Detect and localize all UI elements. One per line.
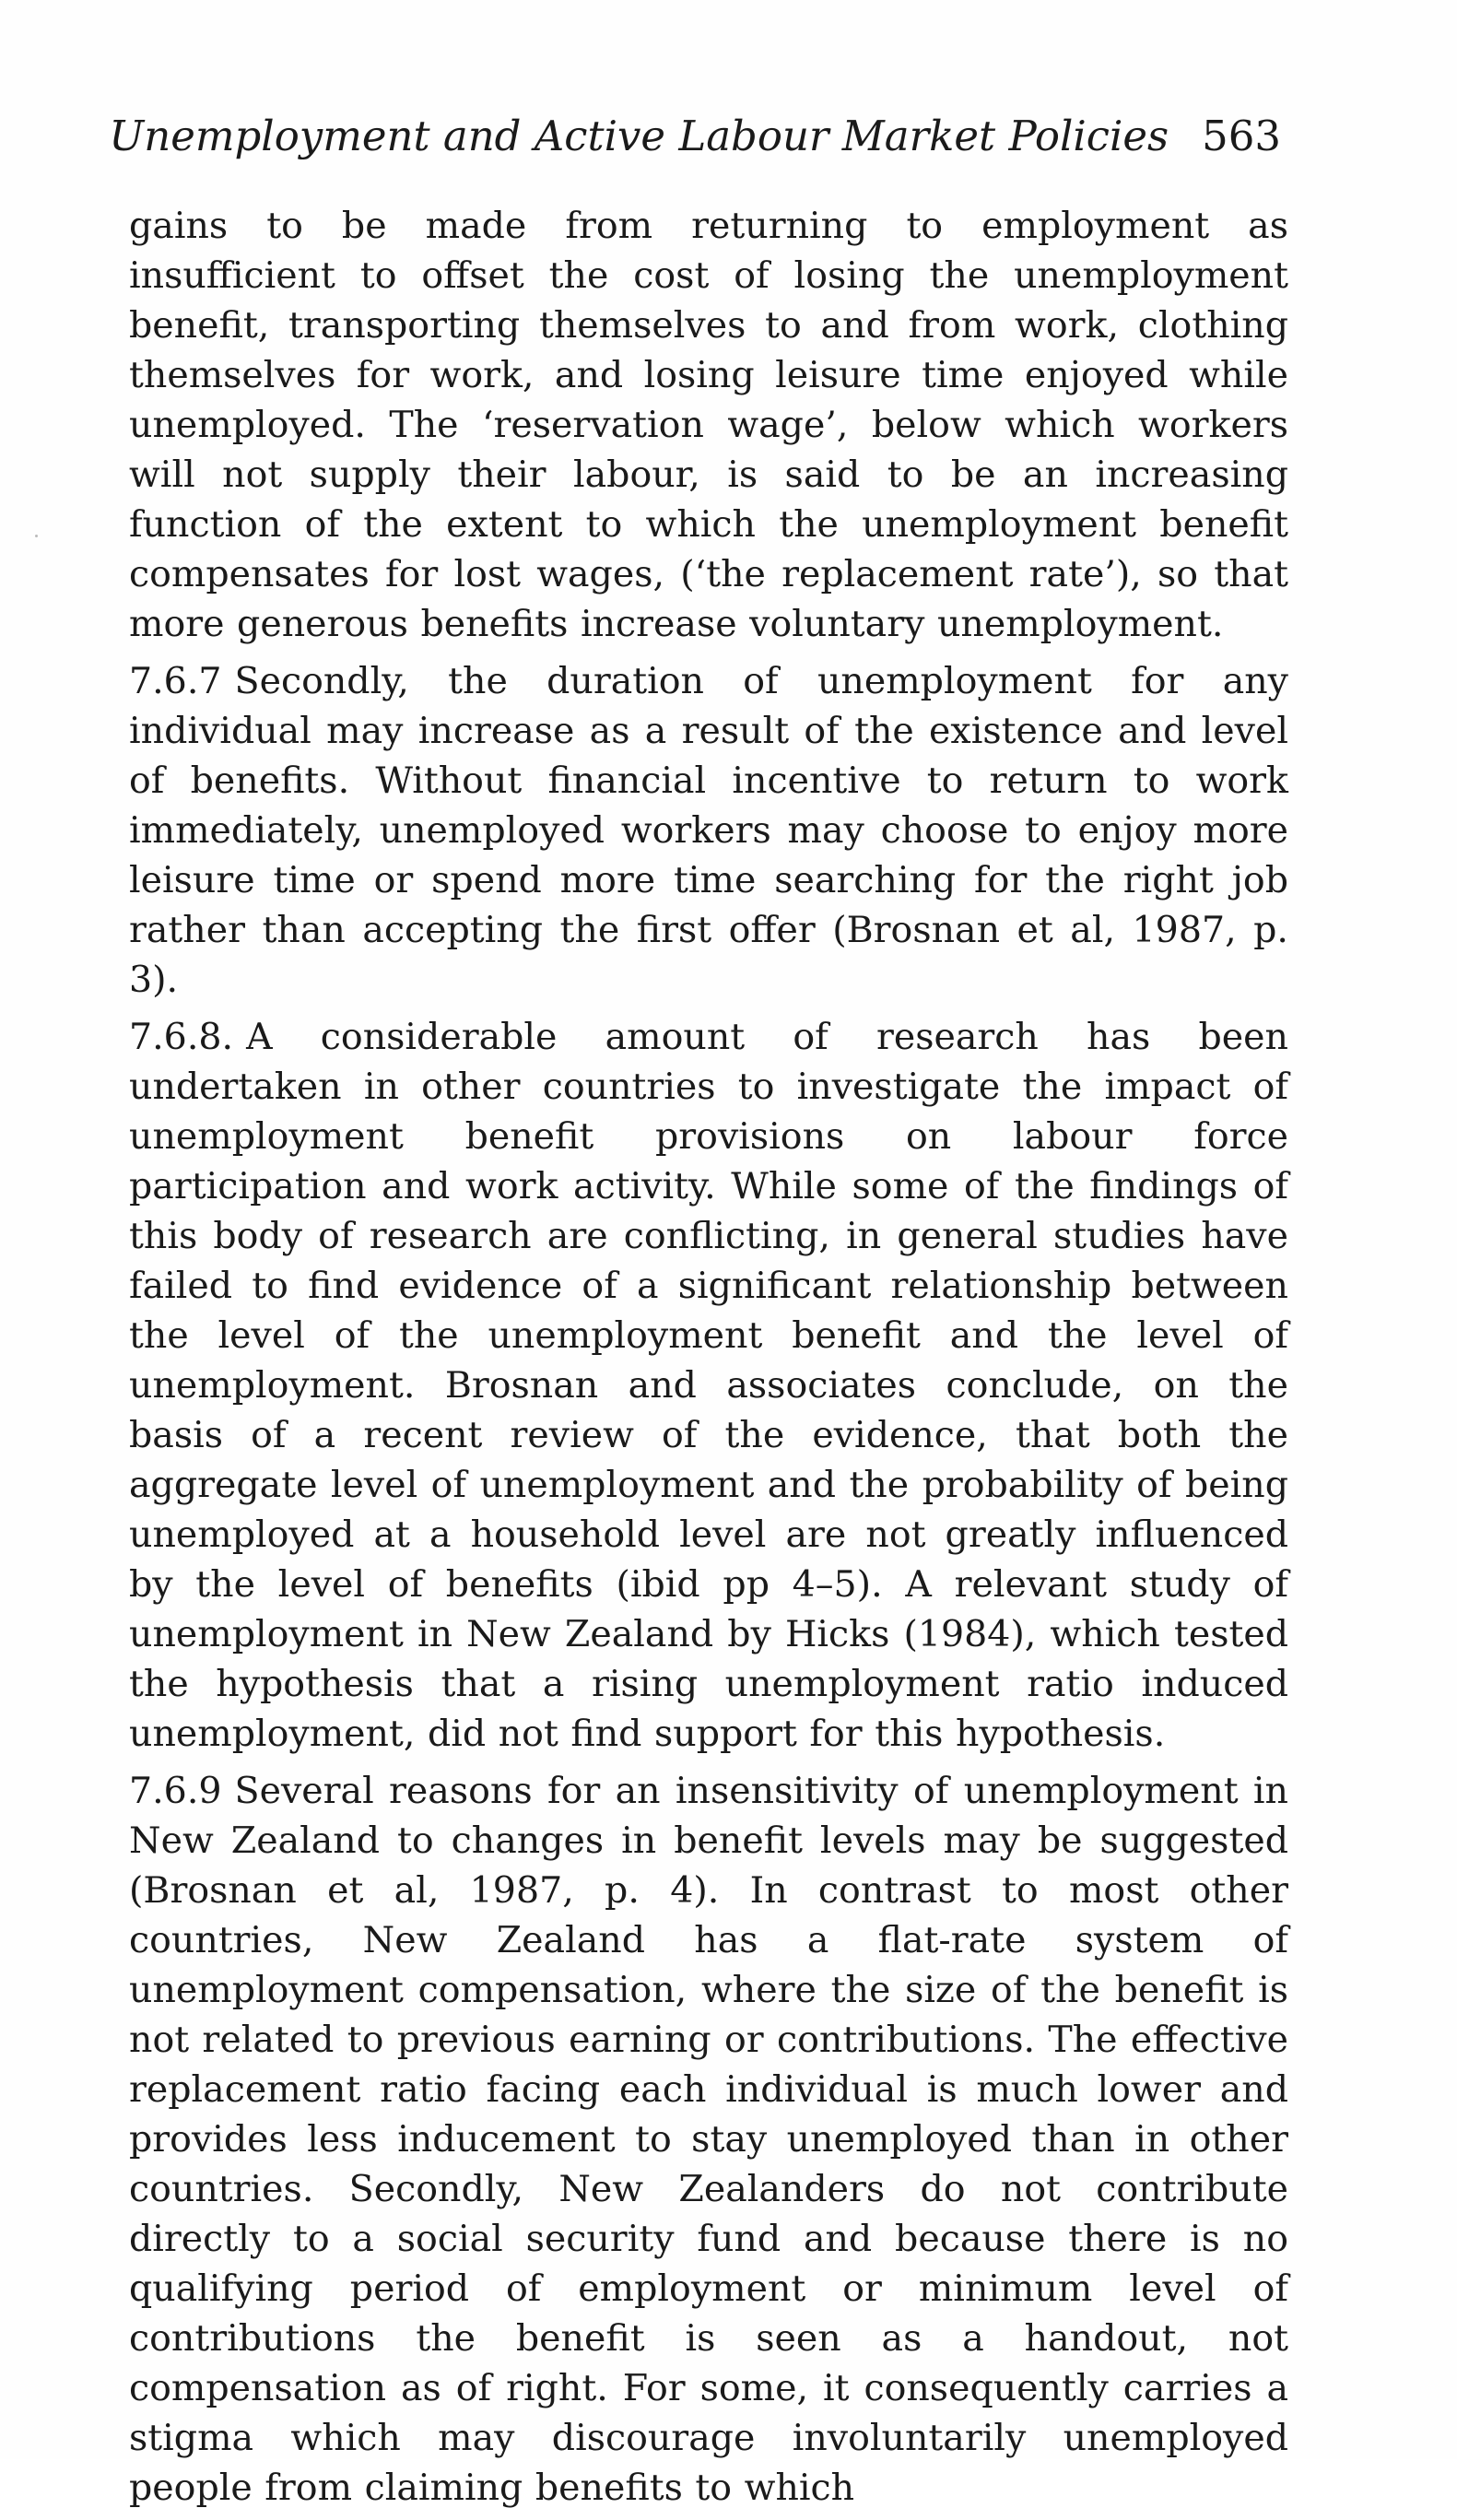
running-header: [0, 109, 1281, 164]
paragraph-text: Several reasons for an insensitivity of unemployment in New Zealand to changes in benefit levels may be suggested (Brosnan et al, 1987, p. 4). In contrast to most other countries, New Zealand has a flat-rate system of unemployment compensation, where the size of the benefit is not related to previous earning or contributions. The effective replacement ratio facing each individual is much lower and provides less inducement to stay unemployed than in other countries. Secondly, New Zealanders do not contribute directly to a social security fund and because there is no qualifying period of employment or minimum level of contributions the benefit is seen as a handout, not compensation as of right. For some, it consequently carries a stigma which may discourage involuntarily unemployed people from claiming benefits to which: [129, 1770, 1288, 2509]
margin-mark: [35, 535, 38, 537]
paragraph-text: A considerable amount of research has been undertaken in other countries to investigate the impact of unemployment benefit provisions on labour force participation and work activity. While some of the findings of this body of research are conflicting, in general studies have failed to find evidence of a significant relationship between the level of the unemployment benefit and the level of unemployment. Brosnan and associates conclude, on the basis of a recent review of the evidence, that both the aggregate level of unemployment and the probability of being unemployed at a household level are not greatly influenced by the level of benefits (ibid pp 4–5). A relevant study of unemployment in New Zealand by Hicks (1984), which tested the hypothesis that a rising unemployment ratio induced unemployment, did not find support for this hypothesis.: [129, 1016, 1288, 1755]
paragraph-number: 7.6.8.: [129, 1016, 234, 1058]
paragraph-7-6-8: [129, 1012, 1288, 1759]
paragraph-number: 7.6.7: [129, 660, 222, 702]
paragraph-continuation: [129, 201, 1288, 649]
paragraph-7-6-7: [129, 656, 1288, 1005]
body-text: [129, 201, 1288, 2520]
page-number: 563: [1202, 112, 1281, 160]
running-title: Unemployment and Active Labour Market Policies: [109, 112, 1169, 160]
paragraph-text: gains to be made from returning to employment as insufficient to offset the cost of losing the unemployment benefit, transporting themselves to and from work, clothing themselves for work, and losing leisure time enjoyed while unemployed. The ‘reservation wage’, below which workers will not supply their labour, is said to be an increasing function of the extent to which the unemployment benefit compensates for lost wages, (‘the replacement rate’), so that more generous benefits increase voluntary unemployment.: [129, 205, 1288, 645]
paragraph-text: Secondly, the duration of unemployment for any individual may increase as a result of the existence and level of benefits. Without financial incentive to return to work immediately, unemployed workers may choose to enjoy more leisure time or spend more time searching for the right job rather than accepting the first offer (Brosnan et al, 1987, p. 3).: [129, 660, 1288, 1001]
paragraph-7-6-9: [129, 1766, 1288, 2513]
paragraph-number: 7.6.9: [129, 1770, 222, 1812]
